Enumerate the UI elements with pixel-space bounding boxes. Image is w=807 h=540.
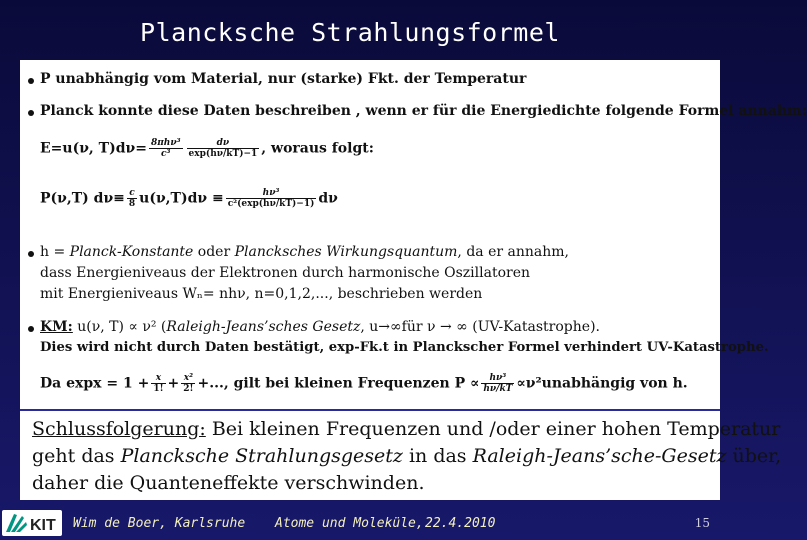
- fraction: [481, 373, 514, 394]
- bullet-text-part: Plancksches Wirkungsquantum: [234, 244, 458, 260]
- frac-den: c³: [161, 149, 171, 159]
- equation-power: [40, 188, 338, 209]
- eq-part: +..., gilt bei kleinen Frequenzen P ∝: [197, 375, 480, 392]
- conclusion-text: über,: [726, 445, 782, 467]
- page-number: 15: [694, 516, 710, 530]
- frac-num: dν: [187, 138, 260, 149]
- fraction: [151, 373, 165, 394]
- fraction: [127, 188, 137, 209]
- bullet-text-line: dass Energieniveaus der Elektronen durch harmonische Oszillatoren: [40, 265, 530, 281]
- bullet-text-part: Planck-Konstante: [69, 244, 194, 260]
- frac-num: hν³: [481, 373, 514, 384]
- eq-part: u(ν,T)dν ≡: [139, 190, 224, 207]
- frac-den: 1!: [153, 384, 164, 394]
- bullet-text-part: h =: [40, 244, 70, 260]
- bullet-dot: [28, 78, 34, 84]
- frac-den: hν/kT: [483, 384, 513, 394]
- fraction: [187, 138, 260, 159]
- eq-part: ∝ν²unabhängig von h.: [516, 375, 688, 392]
- conclusion-line: daher die Quanteneffekte verschwinden.: [32, 472, 425, 494]
- eq-part: P(ν,T) dν≡: [40, 190, 125, 207]
- frac-num: x: [151, 373, 165, 384]
- fraction: [149, 138, 183, 159]
- bullet-text-part: , da er annahm,: [457, 244, 569, 260]
- frac-num: x²: [181, 373, 195, 384]
- kit-logo-text: KIT: [30, 517, 56, 534]
- frac-den: exp(hν/kT)−1: [188, 149, 258, 159]
- conclusion-text: in das: [402, 445, 473, 467]
- kit-logo-icon: [2, 510, 62, 536]
- conclusion-label: Schlussfolgerung:: [32, 418, 206, 440]
- conclusion-text: geht das: [32, 445, 121, 467]
- eq-part: , woraus folgt:: [261, 140, 374, 157]
- bullet-text-part: Raleigh-Jeans’sches Gesetz: [166, 319, 361, 335]
- fraction: [181, 373, 195, 394]
- footer-author: Wim de Boer, Karlsruhe: [73, 516, 246, 531]
- footer-lecture: Atome und Moleküle,: [275, 516, 424, 531]
- frac-num: 8πhν³: [150, 138, 181, 148]
- frac-den: 8: [128, 199, 136, 209]
- content-panel: [20, 60, 807, 500]
- conclusion-text: Raleigh-Jeans’sche-Gesetz: [472, 445, 727, 467]
- bullet-text-part: , u→∞für ν → ∞ (UV-Katastrophe).: [360, 319, 600, 335]
- conclusion-text: Bei kleinen Frequenzen und /oder einer hohen Temperatur: [205, 418, 781, 440]
- frac-num: hν³: [226, 188, 317, 199]
- bullet-text: P unabhängig vom Material, nur (starke) Fkt. der Temperatur: [40, 71, 527, 87]
- frac-num: c: [127, 188, 137, 199]
- bullet-dot: [28, 326, 34, 332]
- conclusion-line: [32, 445, 781, 467]
- bullet-text-part: Energiedichte folgende Formel annahm:: [490, 103, 807, 119]
- eq-part: E=u(ν, T)dν=: [40, 140, 147, 157]
- slide-title: Plancksche Strahlungsformel: [140, 18, 560, 47]
- kit-logo: [2, 510, 62, 536]
- conclusion-line: [32, 418, 780, 440]
- bullet-text-part: Planck konnte diese Daten beschreiben , wenn er für die: [40, 103, 491, 119]
- frac-den: 2!: [183, 384, 194, 394]
- bullet-dot: [28, 110, 34, 116]
- fraction: [226, 188, 317, 209]
- eq-part: dν: [318, 190, 338, 207]
- bullet-text: [40, 103, 807, 119]
- divider: [20, 409, 720, 411]
- footer-date: 22.4.2010: [425, 516, 496, 531]
- bullet-text-line: Dies wird nicht durch Daten bestätigt, exp-Fk.t in Planckscher Formel verhindert UV-Katastrophe.: [40, 340, 769, 355]
- eq-part: Da expx = 1 +: [40, 375, 150, 392]
- eq-part: +: [167, 375, 180, 392]
- bullet-text-part: u(ν, T) ∝ ν² (: [72, 319, 167, 335]
- conclusion-text: Plancksche Strahlungsgesetz: [120, 445, 403, 467]
- bullet-text: [40, 244, 569, 260]
- bullet-text: [40, 319, 600, 335]
- bullet-dot: [28, 251, 34, 257]
- expansion-line: [40, 373, 688, 394]
- equation-energy-density: [40, 138, 374, 159]
- frac-den: c²(exp(hν/kT)−1): [227, 199, 315, 209]
- bullet-text-part: oder: [193, 244, 235, 260]
- bullet-text-line: mit Energieniveaus Wₙ= nhν, n=0,1,2,..., beschrieben werden: [40, 286, 483, 302]
- km-label: KM:: [40, 319, 73, 335]
